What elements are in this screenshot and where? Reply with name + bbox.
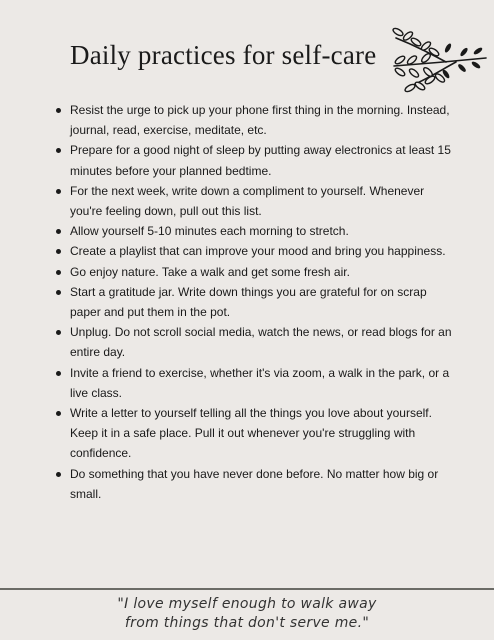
- quote-line-1: "I love myself enough to walk away: [117, 596, 377, 612]
- bullet-icon: [56, 270, 61, 275]
- bullet-icon: [56, 290, 61, 295]
- bullet-icon: [56, 108, 61, 113]
- bullet-icon: [56, 249, 61, 254]
- bullet-icon: [56, 189, 61, 194]
- bullet-icon: [56, 229, 61, 234]
- footer-divider: [0, 588, 494, 590]
- footer-quote: [0, 595, 494, 633]
- list-item: Prepare for a good night of sleep by putting away electronics at least 15 minutes before your planned bedtime.: [54, 140, 454, 180]
- list-item: Create a playlist that can improve your mood and bring you happiness.: [54, 241, 454, 261]
- bullet-icon: [56, 330, 61, 335]
- self-care-list: [54, 100, 454, 504]
- list-item: Do something that you have never done before. No matter how big or small.: [54, 464, 454, 504]
- bullet-icon: [56, 472, 61, 477]
- page-title: Daily practices for self-care: [70, 40, 377, 70]
- list-item: Invite a friend to exercise, whether it's via zoom, a walk in the park, or a live class.: [54, 363, 454, 403]
- list-item: Unplug. Do not scroll social media, watch the news, or read blogs for an entire day.: [54, 322, 454, 362]
- leafy-branch-icon: [386, 18, 490, 96]
- list-item: Go enjoy nature. Take a walk and get some fresh air.: [54, 262, 454, 282]
- bullet-icon: [56, 148, 61, 153]
- quote-line-2: from things that don't serve me.": [124, 615, 370, 631]
- list-item: Allow yourself 5-10 minutes each morning to stretch.: [54, 221, 454, 241]
- list-item: Start a gratitude jar. Write down things you are grateful for on scrap paper and put them in the pot.: [54, 282, 454, 322]
- bullet-icon: [56, 411, 61, 416]
- list-item: Write a letter to yourself telling all the things you love about yourself. Keep it in a safe place. Pull it out whenever you're struggling with confidence.: [54, 403, 454, 464]
- list-item: Resist the urge to pick up your phone first thing in the morning. Instead, journal, read, exercise, meditate, etc.: [54, 100, 454, 140]
- list-item: For the next week, write down a compliment to yourself. Whenever you're feeling down, pull out this list.: [54, 181, 454, 221]
- bullet-icon: [56, 371, 61, 376]
